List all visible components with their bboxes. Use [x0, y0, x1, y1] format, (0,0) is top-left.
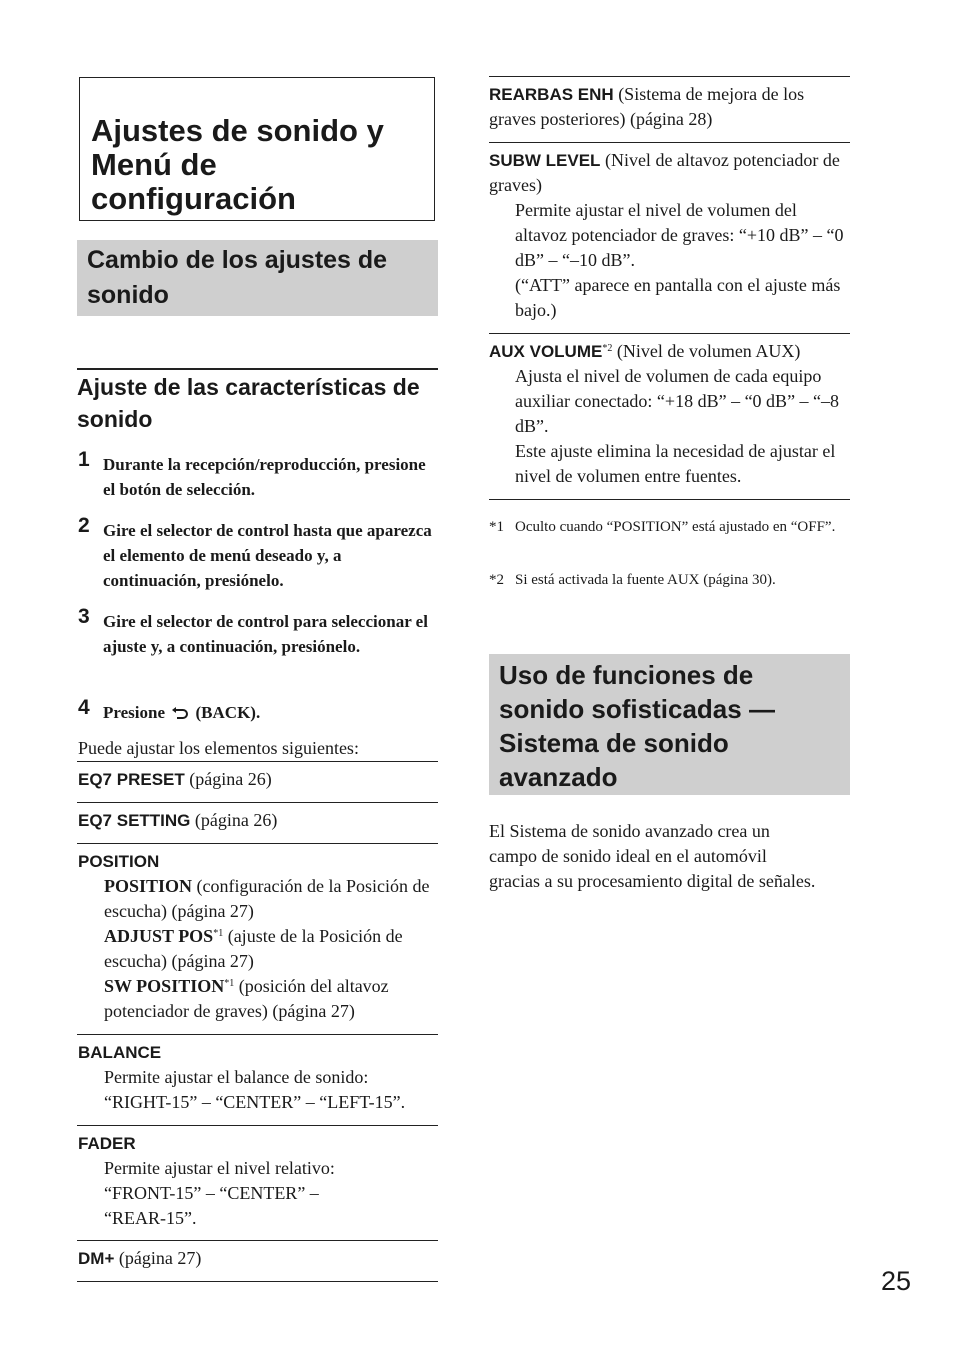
- page-number: 25: [881, 1266, 912, 1296]
- item-eq7-setting: [78, 808, 438, 833]
- item-key: SUBW LEVEL: [489, 151, 601, 170]
- step-number: 1: [78, 448, 90, 471]
- title-box: [79, 77, 435, 221]
- item-key: FADER: [78, 1134, 136, 1153]
- divider: [77, 843, 438, 844]
- item-detail: Ajusta el nivel de volumen de cada equipo auxiliar conectado: “+18 dB” – “0 dB” – “–8 dB”.: [515, 366, 840, 436]
- divider: [77, 761, 438, 762]
- position-sub-listening: POSITION (configuración de la Posición de escucha) (página 27): [104, 876, 430, 921]
- divider: [489, 499, 850, 500]
- divider: [77, 1281, 438, 1282]
- step-number: 4: [78, 696, 90, 719]
- item-desc: (Nivel de altavoz potenciador de graves): [489, 150, 840, 195]
- back-arrow-icon: [171, 706, 189, 720]
- footnote-2: [489, 568, 850, 592]
- divider: [489, 333, 850, 334]
- items-intro: Puede ajustar los elementos siguientes:: [78, 738, 359, 758]
- item-desc: (página 26): [190, 810, 278, 830]
- section-heading-advanced-sound: Uso de funciones de sonido sofisticadas — Sistema de sonido avanzado: [489, 654, 850, 795]
- step-text-suffix: (BACK).: [195, 703, 261, 722]
- divider: [489, 142, 850, 143]
- item-desc: (Sistema de mejora de los graves posteriores) (página 28): [489, 84, 805, 129]
- item-aux-volume: AUX VOLUME$^{*2}$ (Nivel de volumen AUX) Ajusta el nivel de volumen de cada equipo auxiliar conectado: “+18 dB” – “0 dB” – “–8 dB”. Este ajuste elimina la necesidad de ajustar el nivel de volumen entre fuentes.: [489, 339, 850, 489]
- divider: [77, 1034, 438, 1035]
- step-text: Durante la recepción/reproducción, presione el botón de selección.: [103, 455, 426, 499]
- item-rearbas-enh: [489, 82, 850, 132]
- footnote-mark: *2: [489, 572, 504, 588]
- item-subw-level: [489, 148, 850, 323]
- item-position: [78, 849, 438, 1024]
- item-desc: Permite ajustar el balance de sonido: “RIGHT-15” – “CENTER” – “LEFT-15”.: [104, 1067, 406, 1112]
- divider: [489, 76, 850, 77]
- item-key: POSITION: [78, 852, 160, 871]
- section-heading-sound-settings: Cambio de los ajustes de sonido: [77, 240, 438, 316]
- item-desc: (página 26): [184, 769, 272, 789]
- step-4: [77, 696, 438, 725]
- footnote-text: Oculto cuando “POSITION” está ajustado en “OFF”.: [515, 519, 836, 535]
- item-detail: Permite ajustar el nivel de volumen del altavoz potenciador de graves: “+10 dB” – “0 dB” – “–10 dB”.: [515, 200, 844, 270]
- item-balance: [78, 1040, 438, 1115]
- item-dm-plus: [78, 1246, 438, 1271]
- divider: [77, 802, 438, 803]
- item-key: BALANCE: [78, 1043, 162, 1062]
- step-1: [77, 448, 438, 502]
- page-title: Ajustes de sonido y Menú de configuración: [91, 113, 384, 216]
- item-desc: (Nivel de volumen AUX): [612, 341, 801, 361]
- item-key: EQ7 PRESET: [78, 770, 185, 789]
- step-2: [77, 514, 438, 593]
- footnote-1: [489, 515, 850, 539]
- footnote-mark: *1: [489, 519, 504, 535]
- step-text: Gire el selector de control para seleccionar el ajuste y, a continuación, presiónelo.: [103, 612, 428, 656]
- subsection-heading: Ajuste de las características de sonido: [77, 368, 438, 435]
- item-desc: Permite ajustar el nivel relativo: “FRONT-15” – “CENTER” – “REAR-15”.: [104, 1158, 335, 1228]
- item-detail: Este ajuste elimina la necesidad de ajustar el nivel de volumen entre fuentes.: [515, 441, 836, 486]
- item-eq7-preset: [78, 767, 438, 792]
- step-number: 3: [78, 605, 90, 628]
- divider: [77, 1125, 438, 1126]
- item-key: DM+: [78, 1249, 115, 1268]
- position-sub-sw: SW POSITION$^{*1}$ (posición del altavoz potenciador de graves) (página 27): [104, 976, 389, 1021]
- step-3: [77, 605, 438, 659]
- position-sub-adjust: ADJUST POS$^{*1}$ (ajuste de la Posición de escucha) (página 27): [104, 926, 403, 971]
- item-detail: (“ATT” aparece en pantalla con el ajuste más bajo.): [515, 275, 841, 320]
- footnote-text: Si está activada la fuente AUX (página 30).: [515, 572, 776, 588]
- item-desc: (página 27): [114, 1248, 202, 1268]
- item-key: EQ7 SETTING: [78, 811, 191, 830]
- item-key: REARBAS ENH: [489, 85, 614, 104]
- step-text: Gire el selector de control hasta que aparezca el elemento de menú deseado y, a continuación, presiónelo.: [103, 521, 432, 590]
- item-key: AUX VOLUME: [489, 342, 603, 361]
- section2-body: El Sistema de sonido avanzado crea un campo de sonido ideal en el automóvil gracias a su procesamiento digital de señales.: [489, 821, 816, 891]
- step-text-prefix: Presione: [103, 703, 166, 722]
- divider: [77, 1240, 438, 1241]
- step-number: 2: [78, 514, 90, 537]
- item-fader: [78, 1131, 378, 1231]
